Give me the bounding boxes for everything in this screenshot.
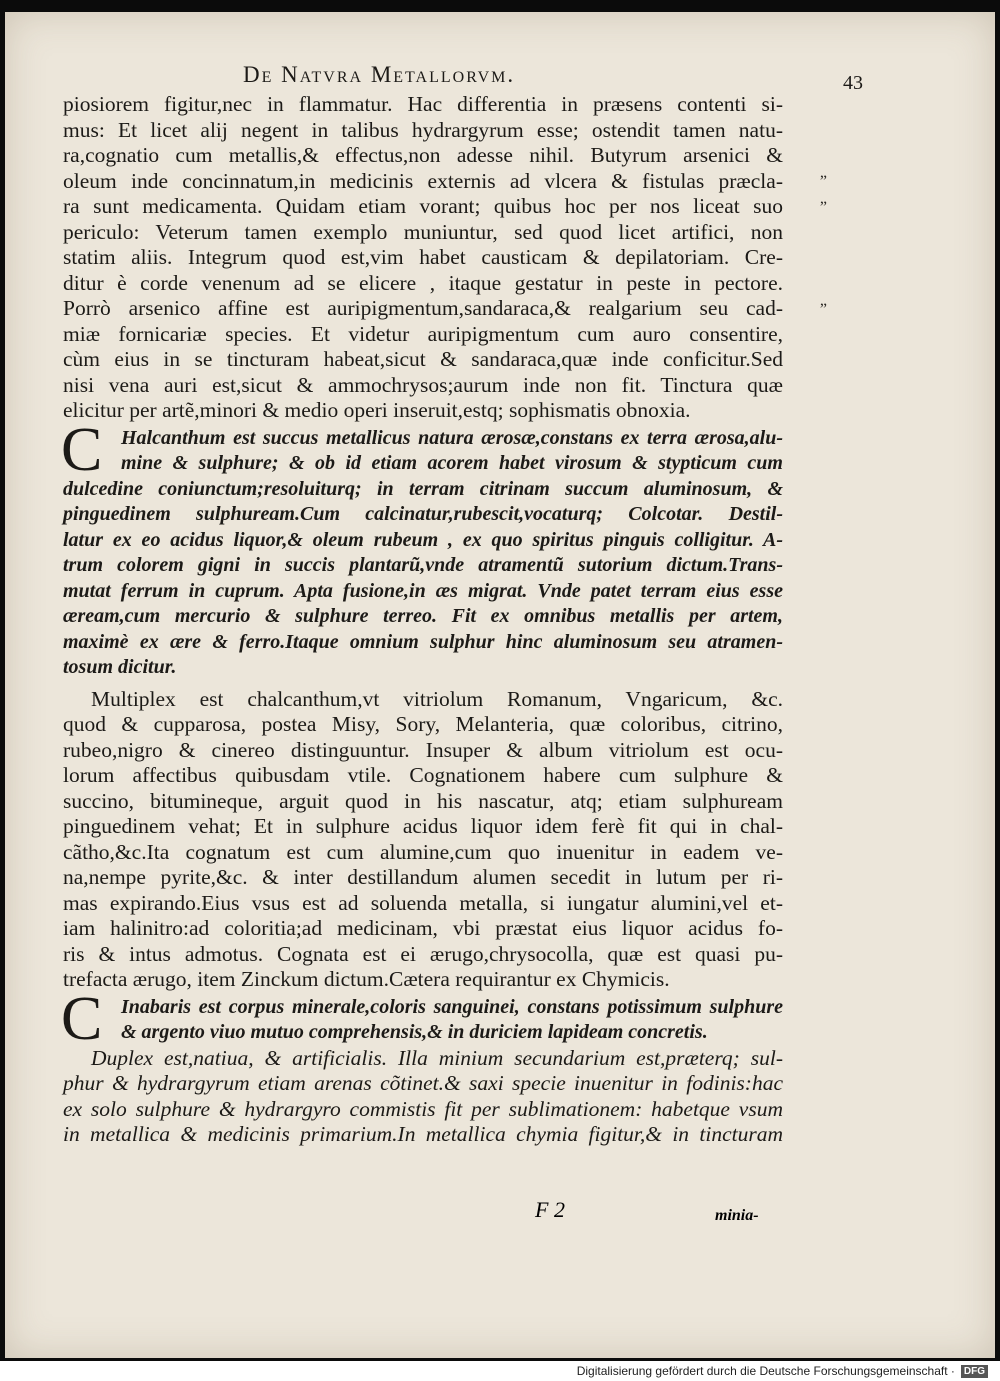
running-title: De Natvra Metallorvm. (243, 62, 516, 87)
text-line: ra,cognatio cum metallis,& effectus,non adesse nihil. Butyrum arsenici & (63, 143, 783, 167)
text-line: pinguedinem sulphuream.Cum calcinatur,rubescit,vocaturq; Colcotar. Destil- (63, 503, 783, 525)
text-line: latur ex eo acidus liquor,& oleum rubeum , ex quo spiritus pinguis colligitur. A- (63, 528, 783, 551)
margin-mark: „ (819, 190, 827, 207)
cinnabaris-section (61, 984, 783, 1053)
text-line: iam halinitro:ad coloritia;ad medicinam, vbi præstat eius liquor acidus fo- (63, 916, 783, 940)
running-head (243, 62, 863, 94)
text-line: tosum dicitur. (63, 656, 177, 678)
text-line: ditur è corde venenum ad se elicere , itaque gestatur in peste in pectore. (63, 270, 783, 295)
text-line: statim aliis. Integrum quod est,vim habet causticam & depilatoriam. Cre- (63, 245, 783, 269)
text-line: & argento viuo mutuo comprehensis,& in duriciem lapideam concretis. (121, 1021, 708, 1043)
text-line: ra sunt medicamenta. Quidam etiam vorant; quibus hoc per nos liceat suo (63, 194, 783, 218)
page-text (61, 62, 863, 1148)
text-line: lorum affectibus quibusdam vtile. Cognationem habere cum sulphure & (63, 763, 783, 787)
text-line: Duplex est,natiua, & artificialis. Illa minium secundarium est,præterq; sul- (91, 1045, 783, 1070)
paragraph-arsenic (63, 92, 827, 424)
signature-mark: F 2 (535, 1197, 565, 1222)
text-line: ris & intus admotus. Cognata est ei ærugo,chrysocolla, quæ est quasi pu- (63, 941, 783, 966)
text-line: mutat ferrum in cuprum. Apta fusione,in æs migrat. Vnde patet terram eius esse (63, 579, 783, 602)
drop-cap: C (61, 984, 103, 1053)
chalcanthum-section (61, 415, 783, 681)
text-line: in metallica & medicinis primarium.In metallica chymia figitur,& in tincturam (63, 1122, 783, 1146)
text-line: phur & hydrargyrum etiam arenas cõtinet.& saxi specie inuenitur in fodinis:hac (63, 1071, 783, 1095)
page-number: 43 (843, 72, 863, 94)
text-line: dulcedine coniunctum;resoluiturq; in terram citrinam succum aluminosum, & (63, 477, 783, 500)
text-line: oleum inde concinnatum,in medicinis externis ad vlcera & fistulas præcla- (63, 168, 783, 193)
text-line: mine & sulphure; & ob id etiam acorem habet virosum & stypticum cum (121, 452, 783, 474)
text-line: trum colorem gigni in succis plantarũ,vnde atramentũ sutorium dictum.Trans- (63, 554, 783, 576)
text-line: na,nempe pyrite,&c. & inter destillandum alumen secedit in lutum per ri- (63, 865, 783, 889)
funding-notice: Digitalisierung gefördert durch die Deutsche Forschungsgemeinschaft · (576, 1364, 955, 1378)
text-line: rubeo,nigro & cinereo distinguuntur. Insuper & album vitriolum est ocu- (63, 737, 783, 762)
text-line: nisi vena auri est,sicut & ammochrysos;aurum inde non fit. Tinctura quæ (63, 372, 783, 397)
text-line: succino, bitumineque, arguit quod in his nascatur, atq; etiam sulphuream (63, 788, 783, 813)
margin-mark: „ (819, 292, 827, 309)
text-line: cùm eius in se tincturam habeat,sicut & sandaraca,quæ inde conficitur.Sed (63, 347, 783, 371)
text-line: Halcanthum est succus metallicus natura ærosæ,constans ex terra ærosa,alu- (121, 426, 783, 449)
book-page (5, 12, 995, 1358)
text-line: mus: Et licet alij negent in talibus hydrargyrum esse; ostendit tamen natu- (63, 117, 783, 142)
text-line: periculo: Veterum tamen exemplo muniuntur, sed quod licet artifici, non (63, 219, 783, 244)
text-line: piosiorem figitur,nec in flammatur. Hac differentia in præsens contenti si- (63, 92, 783, 116)
text-line: quod & cupparosa, postea Misy, Sory, Melanteria, quæ coloribus, citrino, (63, 712, 783, 736)
text-line: æream,cum mercurio & sulphure terreo. Fit ex omnibus metallis per artem, (63, 605, 783, 627)
text-line: cãtho,&c.Ita cognatum est cum alumine,cum quo inuenitur in eadem ve- (63, 839, 783, 864)
text-line: pinguedinem vehat; Et in sulphure acidus liquor idem ferè fit qui in chal- (63, 814, 783, 838)
text-line: Multiplex est chalcanthum,vt vitriolum Romanum, Vngaricum, &c. (91, 686, 783, 711)
text-line: mas expirando.Eius vsus est ad soluenda metalla, si iungatur alumini,vel et- (63, 890, 783, 915)
dfg-logo-icon: DFG (961, 1365, 988, 1378)
drop-cap: C (61, 415, 103, 484)
text-line: miæ fornicariæ species. Et videtur auripigmentum cum auro consentire, (63, 321, 783, 346)
footer-bar (0, 1361, 1000, 1381)
text-line: Porrò arsenico affine est auripigmentum,sandaraca,& realgarium seu cad- (63, 296, 783, 320)
paragraph-vitriol (63, 687, 783, 993)
catchword: minia- (715, 1207, 759, 1224)
text-line: maximè ex ære & ferro.Itaque omnium sulphur hinc aluminosum seu atramen- (63, 630, 783, 653)
paragraph-cinnabaris (63, 1046, 783, 1148)
text-line: ex solo sulphure & hydrargyro commistis fit per sublimationem: habetque vsum (63, 1096, 783, 1121)
text-line: elicitur per artẽ,minori & medio operi inseruit,estq; sophismatis obnoxia. (63, 398, 691, 422)
margin-mark: „ (819, 164, 827, 181)
text-line: trefacta ærugo, item Zinckum dictum.Cætera requirantur ex Chymicis. (63, 967, 670, 991)
text-line: Inabaris est corpus minerale,coloris sanguinei, constans potissimum sulphure (121, 995, 783, 1018)
